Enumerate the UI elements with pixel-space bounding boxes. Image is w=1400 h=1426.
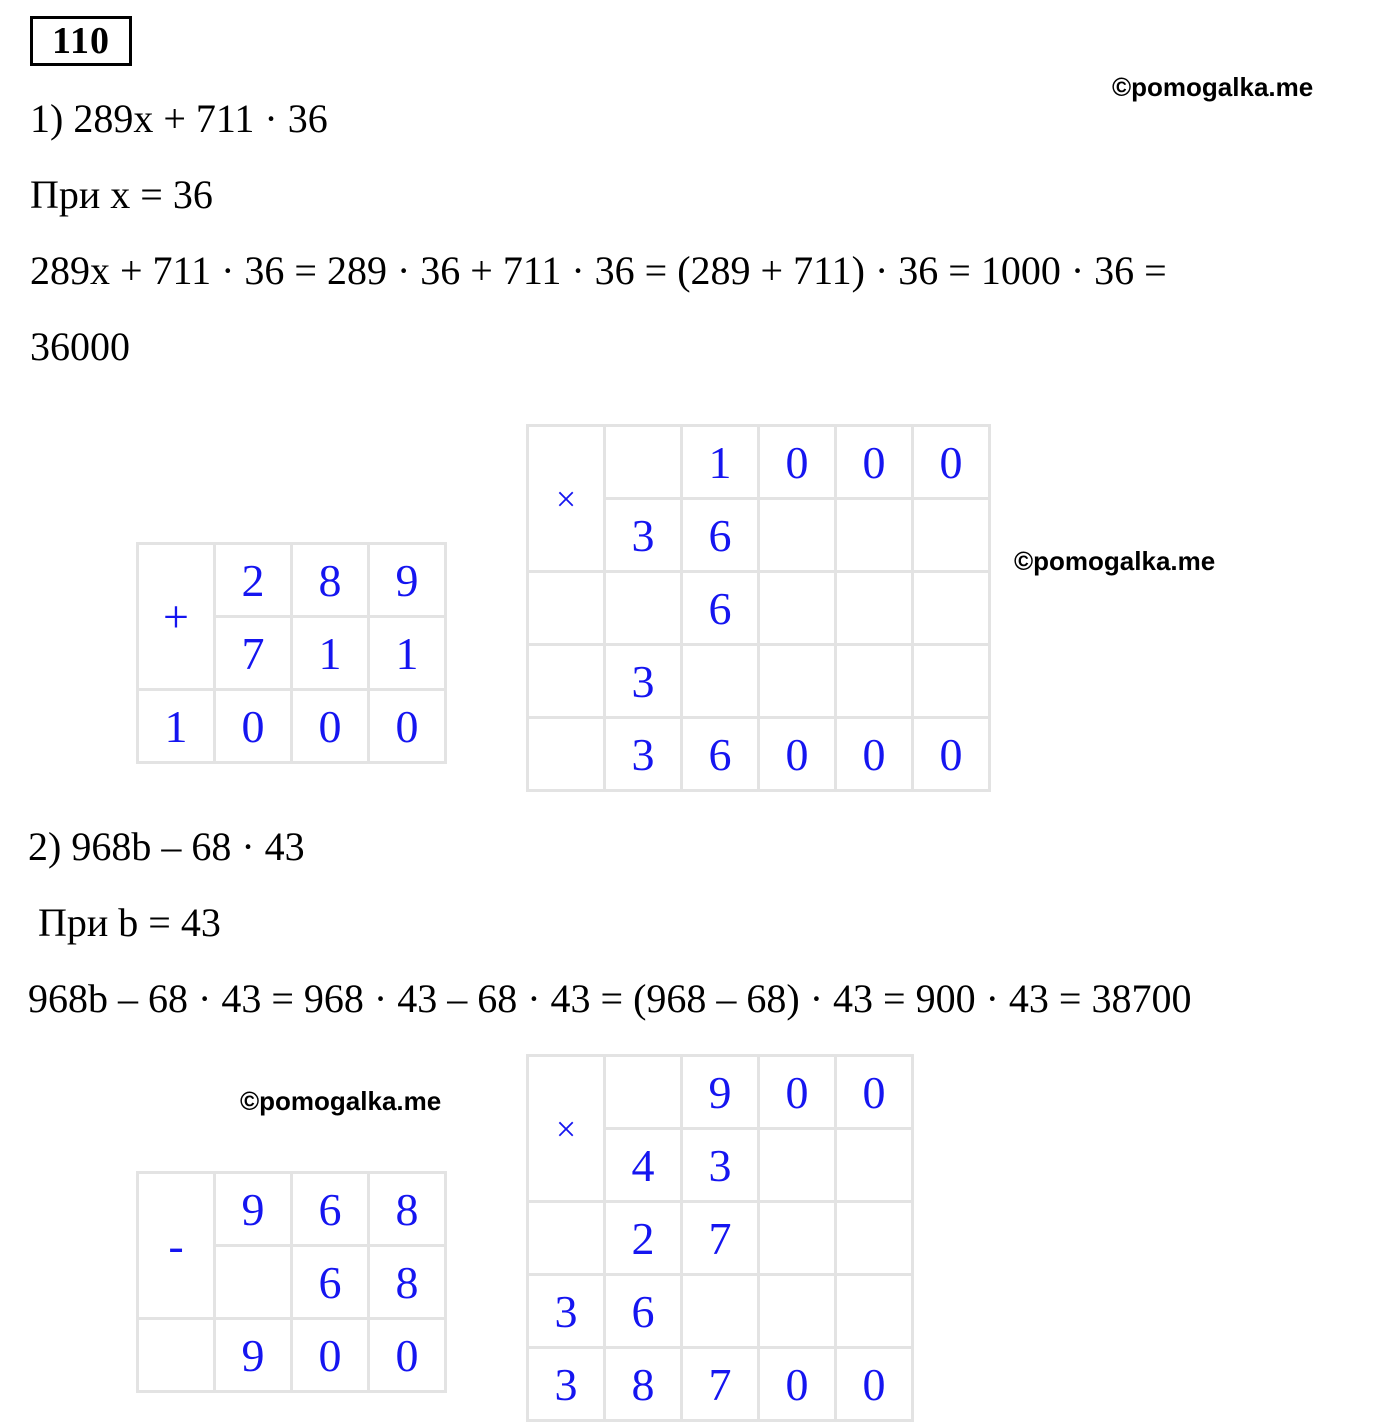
digit-cell xyxy=(215,1246,292,1319)
digit-cell: 6 xyxy=(292,1173,369,1246)
digit-cell: 3 xyxy=(682,1129,759,1202)
digit-cell xyxy=(682,1275,759,1348)
digit-cell: 7 xyxy=(682,1348,759,1421)
multiplication-result-row xyxy=(528,1348,913,1421)
partial-product-row xyxy=(528,1275,913,1348)
addition-result-row xyxy=(138,690,446,763)
minus-sign: - xyxy=(138,1173,215,1319)
digit-cell xyxy=(759,1202,836,1275)
digit-cell xyxy=(528,1202,605,1275)
digit-cell: 0 xyxy=(292,1319,369,1392)
digit-cell: 1 xyxy=(292,617,369,690)
multiplication-row xyxy=(528,426,990,499)
digit-cell xyxy=(682,645,759,718)
multiplication-grid-1 xyxy=(526,424,991,792)
digit-cell xyxy=(836,1202,913,1275)
digit-cell xyxy=(913,645,990,718)
digit-cell: 0 xyxy=(759,1056,836,1129)
digit-cell: 0 xyxy=(836,718,913,791)
multiplication-row xyxy=(528,1056,913,1129)
digit-cell: 8 xyxy=(605,1348,682,1421)
digit-cell: 0 xyxy=(759,426,836,499)
digit-cell: 0 xyxy=(759,718,836,791)
digit-cell: 1 xyxy=(682,426,759,499)
part1-expression: 1) 289x + 711 · 36 xyxy=(30,96,328,141)
digit-cell: 7 xyxy=(215,617,292,690)
digit-cell xyxy=(836,645,913,718)
digit-cell xyxy=(759,645,836,718)
digit-cell: 8 xyxy=(369,1246,446,1319)
subtraction-grid xyxy=(136,1171,447,1393)
digit-cell: 0 xyxy=(913,426,990,499)
partial-product-row xyxy=(528,572,990,645)
digit-cell: 0 xyxy=(836,1056,913,1129)
digit-cell xyxy=(836,1275,913,1348)
digit-cell: 0 xyxy=(292,690,369,763)
digit-cell: 9 xyxy=(682,1056,759,1129)
watermark: ©pomogalka.me xyxy=(1014,546,1216,576)
digit-cell xyxy=(759,1129,836,1202)
times-sign: × xyxy=(528,1056,605,1202)
digit-cell: 1 xyxy=(138,690,215,763)
digit-cell: 3 xyxy=(605,718,682,791)
digit-cell: 6 xyxy=(682,499,759,572)
digit-cell xyxy=(605,1056,682,1129)
digit-cell xyxy=(913,499,990,572)
digit-cell: 8 xyxy=(369,1173,446,1246)
part1-solution-line1: 289x + 711 · 36 = 289 · 36 + 711 · 36 = (289 + 711) · 36 = 1000 · 36 = xyxy=(30,248,1167,293)
digit-cell: 9 xyxy=(369,544,446,617)
digit-cell xyxy=(528,572,605,645)
multiplication-result-row xyxy=(528,718,990,791)
digit-cell: 6 xyxy=(682,718,759,791)
digit-cell: 9 xyxy=(215,1319,292,1392)
digit-cell xyxy=(759,499,836,572)
digit-cell: 1 xyxy=(369,617,446,690)
digit-cell: 0 xyxy=(215,690,292,763)
digit-cell: 0 xyxy=(836,1348,913,1421)
digit-cell: 0 xyxy=(913,718,990,791)
watermark: ©pomogalka.me xyxy=(240,1086,442,1116)
plus-sign: + xyxy=(138,544,215,690)
partial-product-row xyxy=(528,1202,913,1275)
subtraction-result-row xyxy=(138,1319,446,1392)
digit-cell xyxy=(138,1319,215,1392)
subtraction-row xyxy=(138,1173,446,1246)
part1-solution-line2: 36000 xyxy=(30,324,130,369)
digit-cell: 8 xyxy=(292,544,369,617)
digit-cell xyxy=(836,1129,913,1202)
digit-cell: 4 xyxy=(605,1129,682,1202)
digit-cell xyxy=(913,572,990,645)
digit-cell: 0 xyxy=(836,426,913,499)
watermark: ©pomogalka.me xyxy=(1112,72,1314,102)
times-sign: × xyxy=(528,426,605,572)
digit-cell xyxy=(759,1275,836,1348)
multiplication-grid-2 xyxy=(526,1054,914,1422)
digit-cell xyxy=(605,426,682,499)
part1-condition: При x = 36 xyxy=(30,172,213,217)
partial-product-row xyxy=(528,645,990,718)
task-number: 110 xyxy=(30,16,132,66)
digit-cell xyxy=(836,572,913,645)
digit-cell: 0 xyxy=(369,1319,446,1392)
digit-cell: 0 xyxy=(369,690,446,763)
digit-cell: 0 xyxy=(759,1348,836,1421)
digit-cell: 6 xyxy=(292,1246,369,1319)
addition-row xyxy=(138,544,446,617)
digit-cell xyxy=(836,499,913,572)
digit-cell xyxy=(759,572,836,645)
part2-condition: При b = 43 xyxy=(38,900,221,945)
digit-cell: 2 xyxy=(215,544,292,617)
digit-cell: 3 xyxy=(605,645,682,718)
part2-expression: 2) 968b – 68 · 43 xyxy=(28,824,305,869)
part2-solution-line: 968b – 68 · 43 = 968 · 43 – 68 · 43 = (968 – 68) · 43 = 900 · 43 = 38700 xyxy=(28,976,1192,1021)
digit-cell: 3 xyxy=(528,1348,605,1421)
digit-cell: 9 xyxy=(215,1173,292,1246)
digit-cell: 7 xyxy=(682,1202,759,1275)
digit-cell: 2 xyxy=(605,1202,682,1275)
digit-cell: 6 xyxy=(682,572,759,645)
digit-cell: 6 xyxy=(605,1275,682,1348)
digit-cell xyxy=(528,645,605,718)
digit-cell xyxy=(528,718,605,791)
digit-cell: 3 xyxy=(605,499,682,572)
digit-cell xyxy=(605,572,682,645)
digit-cell: 3 xyxy=(528,1275,605,1348)
addition-grid xyxy=(136,542,447,764)
